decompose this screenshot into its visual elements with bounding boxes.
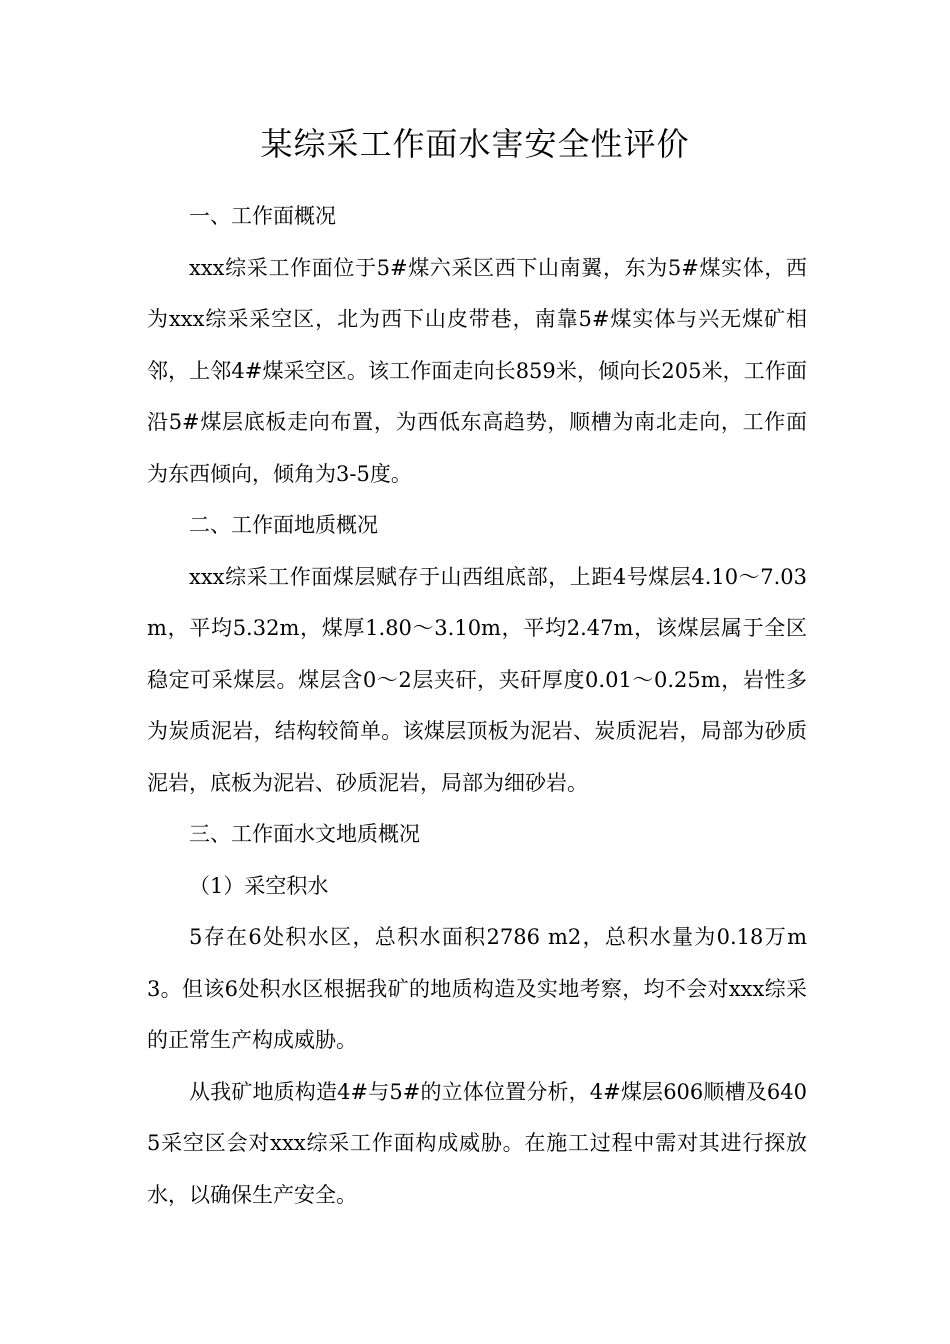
subsection-heading-goaf-water: （1）采空积水 [189, 873, 329, 898]
paragraph-overview: xxx综采工作面位于5#煤六采区西下山南翼，东为5#煤实体，西为xxx综采采空区，北为西下山皮带巷，南靠5#煤实体与兴无煤矿相邻，上邻4#煤采空区。该工作面走向长859米，倾向长205米，工作面沿5#煤层底板走向布置，为西低东高趋势，顺槽为南北走向，工作面为东西倾向，倾角为3-5度。 [147, 255, 807, 486]
section-heading-overview: 一、工作面概况 [189, 204, 336, 228]
section-heading-hydrogeology: 三、工作面水文地质概况 [189, 822, 420, 846]
paragraph-goaf-water: 5存在6处积水区，总积水面积2786 m2，总积水量为0.18万m3。但该6处积水区根据我矿的地质构造及实地考察，均不会对xxx综采的正常生产构成威胁。 [147, 925, 807, 1052]
paragraph-threat-analysis: 从我矿地质构造4#与5#的立体位置分析，4#煤层606顺槽及6405采空区会对xxx综采工作面构成威胁。在施工过程中需对其进行探放水，以确保生产安全。 [147, 1079, 807, 1207]
page-title: 某综采工作面水害安全性评价 [260, 125, 690, 163]
paragraph-geology: xxx综采工作面煤层赋存于山西组底部，上距4号煤层4.10～7.03m，平均5.32m，煤厚1.80～3.10m，平均2.47m，该煤层属于全区稳定可采煤层。煤层含0～2层夹矸，夹矸厚度0.01～0.25m，岩性多为炭质泥岩，结构较简单。该煤层顶板为泥岩、炭质泥岩，局部为砂质泥岩，底板为泥岩、砂质泥岩，局部为细砂岩。 [147, 564, 807, 795]
document-body [147, 191, 807, 1221]
section-heading-geology: 二、工作面地质概况 [189, 513, 378, 537]
